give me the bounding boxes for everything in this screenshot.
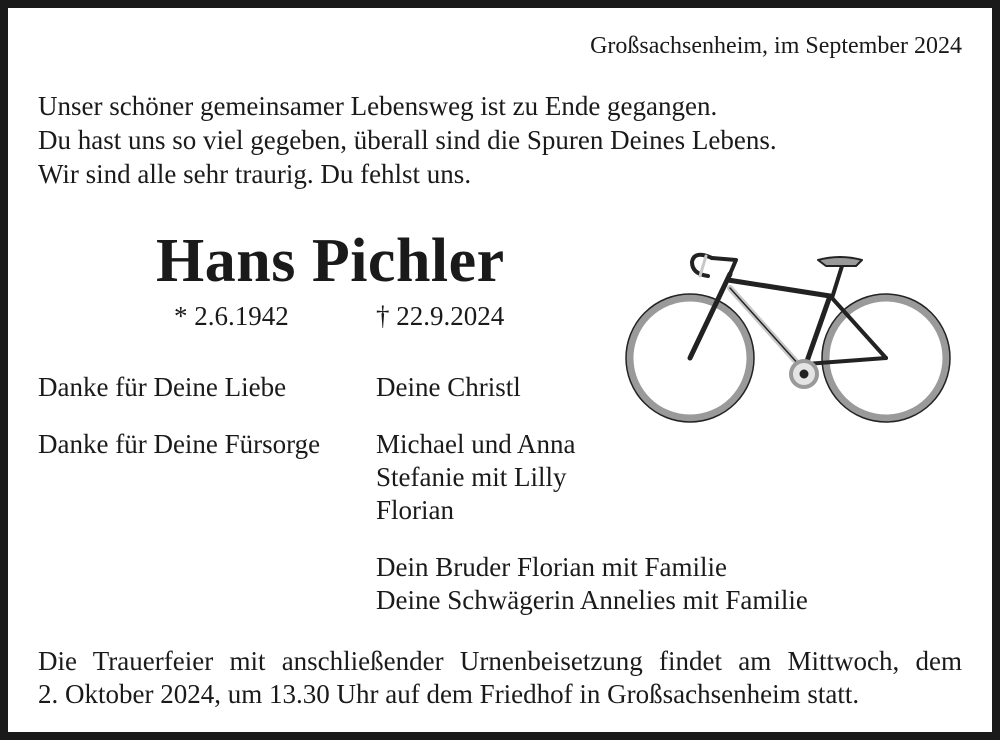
- intro-line: Du hast uns so viel gegeben, überall sind die Spuren Deines Lebens.: [38, 125, 777, 155]
- mourner-name: Deine Christl: [376, 372, 521, 402]
- mourner-list: [376, 428, 575, 527]
- intro-line: Unser schöner gemeinsamer Lebensweg ist zu Ende gegangen.: [38, 91, 718, 121]
- death-date: † 22.9.2024: [376, 301, 505, 331]
- mourner-name: Stefanie mit Lilly: [376, 462, 567, 492]
- funeral-line: 2. Oktober 2024, um 13.30 Uhr auf dem Friedhof in Großsachsenheim statt.: [38, 679, 860, 709]
- mourner-name: Florian: [376, 495, 454, 525]
- thanks-line: Danke für Deine Liebe: [38, 372, 287, 402]
- birth-date: * 2.6.1942: [174, 301, 289, 331]
- intro-text: [38, 90, 777, 192]
- funeral-notice: [38, 645, 962, 711]
- place-date: Großsachsenheim, im September 2024: [590, 33, 962, 59]
- deceased-name: Hans Pichler: [156, 227, 505, 295]
- relative-line: Dein Bruder Florian mit Familie: [376, 552, 727, 582]
- mourner-name: Michael und Anna: [376, 429, 576, 459]
- relative-line: Deine Schwägerin Annelies mit Familie: [376, 585, 808, 615]
- intro-line: Wir sind alle sehr traurig. Du fehlst uns.: [38, 159, 472, 189]
- funeral-line: Die Trauerfeier mit anschließender Urnenbeisetzung findet am Mittwoch, dem: [38, 646, 962, 676]
- bicycle-icon: [620, 236, 956, 432]
- relatives-list: [376, 551, 808, 617]
- thanks-line: Danke für Deine Fürsorge: [38, 429, 321, 459]
